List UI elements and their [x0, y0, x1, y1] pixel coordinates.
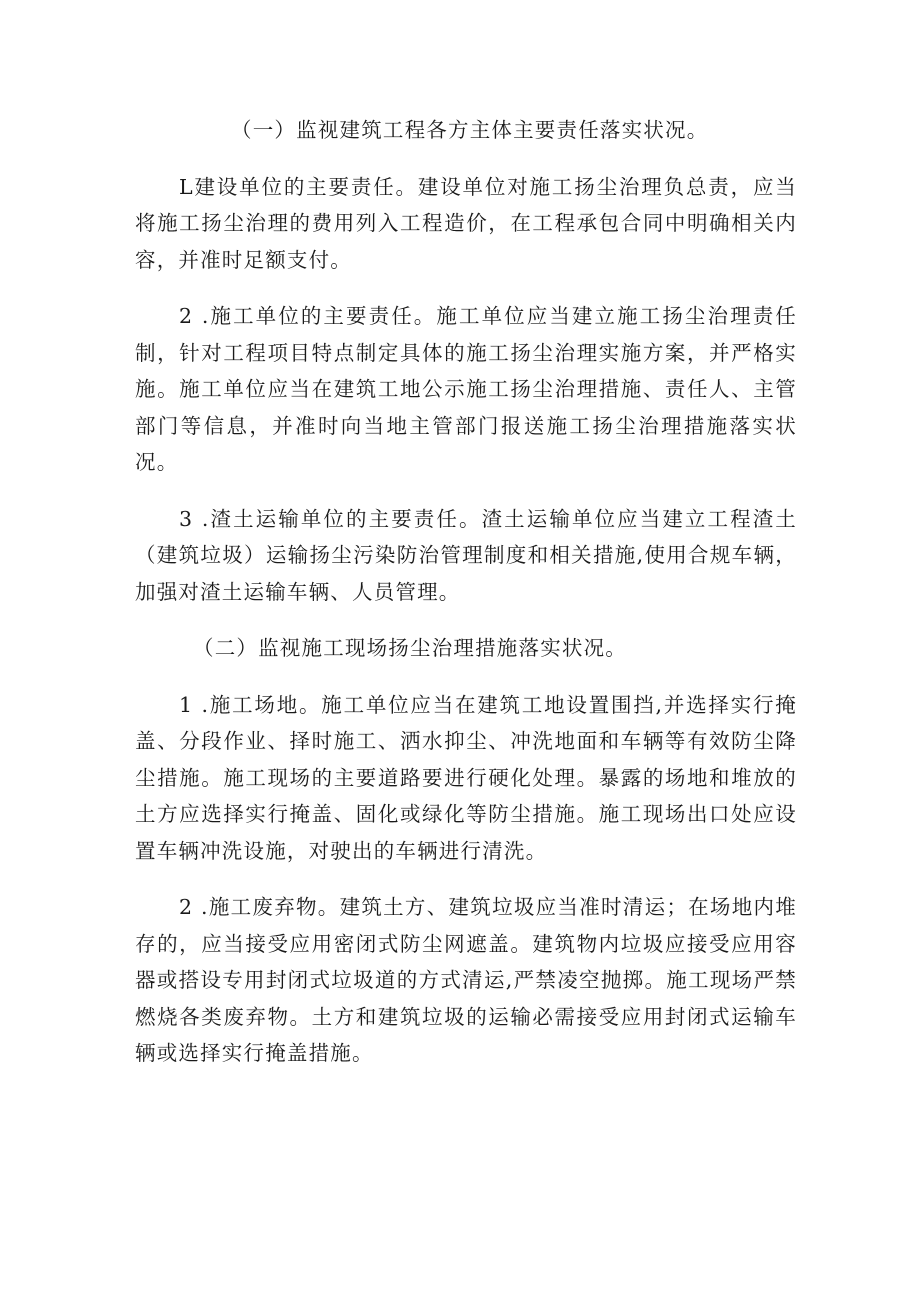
item-marker: 3 . — [179, 506, 210, 531]
paragraph-item — [135, 889, 797, 1072]
section-heading-2: （二）监视施工现场扬尘治理措施落实状况。 — [193, 636, 627, 660]
item-text: 施工废弃物。建筑土方、建筑垃圾应当准时清运；在场地内堆存的，应当接受应用密闭式防尘网遮盖。建筑物内垃圾应接受应用容器或搭设专用封闭式垃圾道的方式清运,严禁凌空抛掷。施工现场严禁燃烧各类废弃物。土方和建筑垃圾的运输必需接受应用封闭式运输车辆或选择实行掩盖措施。 — [135, 895, 797, 1065]
item-text: 施工场地。施工单位应当在建筑工地设置围挡,并选择实行掩盖、分段作业、择时施工、洒水抑尘、冲洗地面和车辆等有效防尘降尘措施。施工现场的主要道路要进行硬化处理。暴露的场地和堆放的土方应选择实行掩盖、固化或绿化等防尘措施。施工现场出口处应设置车辆冲洗设施，对驶出的车辆进行清洗。 — [135, 692, 797, 863]
item-marker: L — [179, 174, 194, 199]
paragraph-item — [135, 298, 797, 481]
paragraph-item — [135, 501, 797, 611]
item-marker: 2 . — [179, 304, 210, 328]
section-heading-1: （一）监视建筑工程各方主体主要责任落实状况。 — [231, 118, 709, 142]
paragraph-item — [135, 169, 797, 279]
item-marker: 1 . — [179, 692, 210, 717]
item-text: 建设单位的主要责任。建设单位对施工扬尘治理负总责，应当将施工扬尘治理的费用列入工程造价，在工程承包合同中明确相关内容，并准时足额支付。 — [135, 174, 797, 272]
item-marker: 2 . — [179, 895, 209, 919]
paragraph-item — [135, 687, 797, 870]
item-text: 渣土运输单位的主要责任。渣土运输单位应当建立工程渣土（建筑垃圾）运输扬尘污染防治管理制度和相关措施,使用合规车辆，加强对渣土运输车辆、人员管理。 — [135, 506, 797, 604]
item-text: 施工单位的主要责任。施工单位应当建立施工扬尘治理责任制，针对工程项目特点制定具体的施工扬尘治理实施方案，并严格实施。施工单位应当在建筑工地公示施工扬尘治理措施、责任人、主管部门等信息，并准时向当地主管部门报送施工扬尘治理措施落实状况。 — [135, 304, 797, 474]
document-body — [135, 112, 797, 1092]
